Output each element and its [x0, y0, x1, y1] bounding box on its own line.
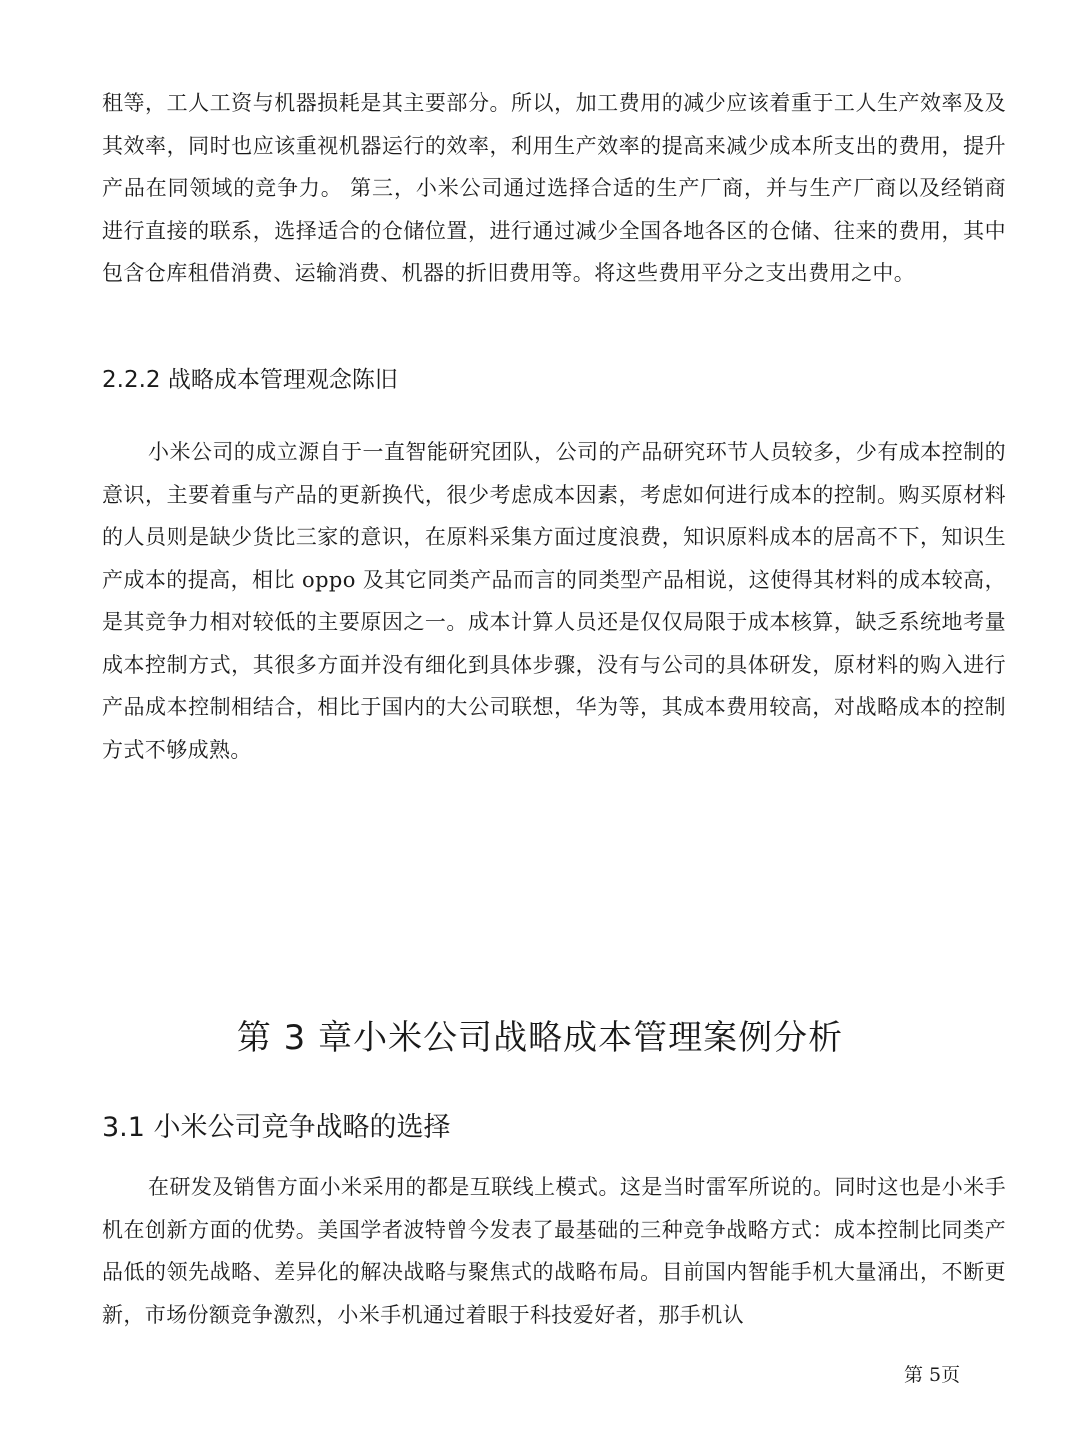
body-paragraph-continued: 租等，工人工资与机器损耗是其主要部分。所以，加工费用的减少应该着重于工人生产效率及及其效率，同时也应该重视机器运行的效率，利用生产效率的提高来减少成本所支出的费用，提升产品在同领域的竞争力。 第三，小米公司通过选择合适的生产厂商，并与生产厂商以及经销商进行直接的联系，选择适合的仓储位置，进行通过减少全国各地各区的仓储、往来的费用，其中包含仓库租借消费、运输消费、机器的折旧费用等。将这些费用平分之支出费用之中。 [102, 91, 1006, 285]
chapter-title: 第 3 章小米公司战略成本管理案例分析 [236, 1018, 844, 1058]
page-number: 第 5页 [904, 1364, 961, 1386]
body-paragraph-3-1: 在研发及销售方面小米采用的都是互联线上模式。这是当时雷军所说的。同时这也是小米手机在创新方面的优势。美国学者波特曾今发表了最基础的三种竞争战略方式：成本控制比同类产品低的领先战略、差异化的解决战略与聚焦式的战略布局。目前国内智能手机大量涌出，不断更新，市场份额竞争激烈，小米手机通过着眼于科技爱好者，那手机认 [102, 1175, 1006, 1327]
section-heading-2-2-2: 2.2.2 战略成本管理观念陈旧 [102, 367, 398, 393]
body-paragraph-2-2-2: 小米公司的成立源自于一直智能研究团队，公司的产品研究环节人员较多，少有成本控制的意识，主要着重与产品的更新换代，很少考虑成本因素，考虑如何进行成本的控制。购买原材料的人员则是缺少货比三家的意识，在原料采集方面过度浪费，知识原料成本的居高不下，知识生产成本的提高，相比 oppo 及其它同类产品而言的同类型产品相说，这使得其材料的成本较高，是其竞争力相对较低的主要原因之一。成本计算人员还是仅仅局限于成本核算，缺乏系统地考量成本控制方式，其很多方面并没有细化到具体步骤，没有与公司的具体研发，原材料的购入进行产品成本控制相结合，相比于国内的大公司联想，华为等，其成本费用较高，对战略成本的控制方式不够成熟。 [102, 440, 1006, 762]
section-heading-3-1: 3.1 小米公司竞争战略的选择 [102, 1112, 451, 1143]
